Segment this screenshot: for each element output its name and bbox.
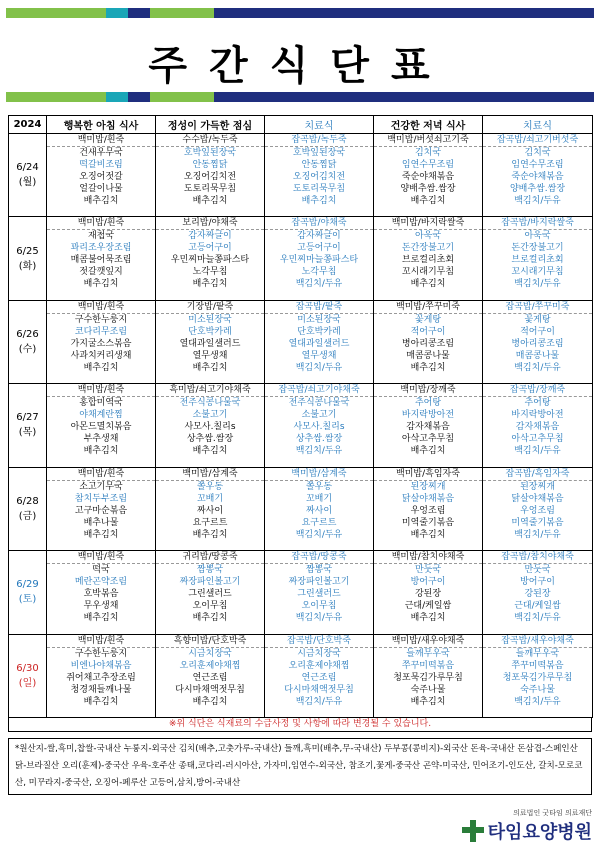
day-date: 6/24 bbox=[16, 162, 39, 174]
menu-item: 청경채들깨나물 bbox=[70, 684, 132, 695]
lunch-diet-header: 치료식 bbox=[265, 116, 374, 134]
page-title: 주간식단표 bbox=[148, 43, 452, 89]
menu-item: 김치국 bbox=[414, 148, 442, 158]
menu-item: 감자채볶음 bbox=[406, 422, 450, 433]
menu-item: 잡곡밥/흑임자죽 bbox=[483, 468, 592, 481]
menu-item: 잡곡밥/녹두죽 bbox=[265, 134, 373, 147]
menu-item: 백미밥/흰죽 bbox=[47, 301, 155, 314]
menu-item: 그린샐러드 bbox=[188, 589, 232, 600]
menu-item: 백김치/두유 bbox=[514, 613, 561, 624]
menu-item: 참치두부조림 bbox=[74, 493, 128, 504]
menu-item: 배추김치 bbox=[410, 613, 446, 624]
menu-item: 수수밥/녹두죽 bbox=[156, 134, 264, 147]
day-date-cell bbox=[9, 384, 47, 467]
menu-item: 사과치커리생채 bbox=[70, 350, 132, 361]
menu-change-notice: ※위 식단은 식재료의 수급사정 및 사항에 따라 변경될 수 있습니다. bbox=[8, 718, 592, 732]
menu-item: 백김치/두유 bbox=[295, 529, 343, 540]
day-weekday: (일) bbox=[18, 677, 37, 689]
lunch-cell bbox=[156, 634, 265, 717]
menu-item: 홍합미역국 bbox=[79, 398, 123, 409]
menu-item: 사모사.칠리s bbox=[184, 422, 236, 433]
menu-item: 잡곡밥/새우야채죽 bbox=[483, 635, 592, 648]
breakfast-cell bbox=[47, 300, 156, 383]
menu-item: 고등어구이 bbox=[188, 243, 232, 254]
menu-item: 우민찌마늘쫑파스타 bbox=[170, 255, 250, 266]
menu-item: 백김치/두유 bbox=[295, 362, 343, 373]
day-date-cell bbox=[9, 300, 47, 383]
day-date: 6/28 bbox=[16, 495, 39, 507]
menu-item: 보리밥/야채죽 bbox=[156, 217, 264, 230]
menu-item: 무우생채 bbox=[83, 601, 119, 612]
day-weekday: (목) bbox=[18, 427, 37, 439]
day-row bbox=[9, 384, 593, 467]
menu-item: 백미밥/버섯쇠고기죽 bbox=[374, 134, 482, 147]
menu-item: 임연수무조림 bbox=[401, 160, 455, 170]
menu-item: 백미밥/장깨죽 bbox=[374, 384, 482, 397]
menu-item: 배추김치 bbox=[83, 362, 119, 373]
menu-item: 열무생채 bbox=[301, 350, 337, 361]
menu-item: 배추김치 bbox=[83, 196, 119, 206]
menu-item: 건새우무국 bbox=[79, 148, 123, 158]
menu-item: 호박잎된장국 bbox=[183, 148, 237, 158]
menu-item: 배추김치 bbox=[192, 196, 228, 206]
menu-item: 백미밥/새우야채죽 bbox=[374, 635, 482, 648]
menu-item: 백김치/두유 bbox=[295, 279, 343, 290]
menu-item: 방어구이 bbox=[410, 577, 446, 588]
menu-item: 배추김치 bbox=[410, 196, 446, 206]
day-row bbox=[9, 300, 593, 383]
menu-item: 백미밥/흑임자죽 bbox=[374, 468, 482, 481]
dinner-cell bbox=[374, 217, 483, 300]
menu-item: 백미밥/쭈꾸미죽 bbox=[374, 301, 482, 314]
menu-item: 고구마순볶음 bbox=[74, 505, 128, 516]
day-date: 6/26 bbox=[16, 329, 39, 341]
menu-item: 돈간장불고기 bbox=[511, 243, 564, 254]
menu-item: 잡곡밥/야채죽 bbox=[265, 217, 373, 230]
dinner-cell bbox=[374, 551, 483, 634]
breakfast-cell bbox=[47, 384, 156, 467]
menu-item: 노각무침 bbox=[192, 267, 228, 278]
breakfast-cell bbox=[47, 551, 156, 634]
menu-item: 단호박카레 bbox=[188, 326, 232, 337]
lunch-cell bbox=[156, 134, 265, 217]
lunch-diet-cell bbox=[265, 217, 374, 300]
menu-item: 백미밥/흰죽 bbox=[47, 134, 155, 147]
menu-item: 백김치/두유 bbox=[514, 279, 561, 290]
menu-item: 매콤콩나물 bbox=[515, 350, 560, 361]
dinner-diet-cell bbox=[483, 467, 593, 550]
dinner-cell bbox=[374, 384, 483, 467]
day-date-cell bbox=[9, 551, 47, 634]
menu-item: 배추김치 bbox=[410, 696, 446, 707]
menu-item: 짜장파인볼고기 bbox=[288, 577, 350, 588]
menu-item: 배추김치 bbox=[83, 279, 119, 290]
menu-item: 귀리밥/땅콩죽 bbox=[156, 551, 264, 564]
menu-item: 잡곡밥/쇠고기야채죽 bbox=[265, 384, 373, 397]
menu-item: 잡곡밥/쇠고기버섯죽 bbox=[483, 134, 592, 147]
menu-item: 전주식콩나물국 bbox=[179, 398, 241, 409]
dinner-cell bbox=[374, 134, 483, 217]
menu-item: 시금치장국 bbox=[188, 648, 232, 659]
menu-item: 짬뽕국 bbox=[196, 565, 224, 576]
menu-item: 잡곡밥/땅콩죽 bbox=[265, 551, 373, 564]
menu-item: 짬뽕국 bbox=[305, 565, 333, 576]
menu-item: 잡곡밥/장깨죽 bbox=[483, 384, 592, 397]
menu-item: 아삭고추무침 bbox=[401, 434, 455, 445]
breakfast-cell bbox=[47, 467, 156, 550]
menu-item: 죽순야채볶음 bbox=[511, 172, 564, 182]
day-row bbox=[9, 551, 593, 634]
menu-item: 쫄우동 bbox=[196, 481, 224, 492]
foundation-name: 의료법인 굿타임 의료재단 bbox=[513, 809, 592, 817]
menu-item: 배추김치 bbox=[83, 446, 119, 457]
menu-item: 양배추쌈.쌈장 bbox=[400, 184, 456, 194]
menu-item: 배추김치 bbox=[192, 446, 228, 457]
menu-item: 강된장 bbox=[414, 589, 442, 600]
menu-item: 꼬배기 bbox=[305, 493, 333, 504]
breakfast-header: 행복한 아침 식사 bbox=[47, 116, 156, 134]
menu-item: 백김치/두유 bbox=[514, 362, 561, 373]
dinner-cell bbox=[374, 634, 483, 717]
menu-item: 병아리콩조림 bbox=[401, 338, 455, 349]
menu-item: 도토리묵무침 bbox=[183, 184, 237, 194]
menu-item: 꼬시래기무침 bbox=[511, 267, 564, 278]
menu-item: 미소된장국 bbox=[297, 314, 341, 325]
menu-item: 브로컬리초회 bbox=[401, 255, 455, 266]
menu-item: 가지굴소스볶음 bbox=[70, 338, 132, 349]
menu-item: 백미밥/흰죽 bbox=[47, 384, 155, 397]
menu-item: 배추김치 bbox=[192, 529, 228, 540]
menu-item: 백미밥/참치야채죽 bbox=[374, 551, 482, 564]
menu-item: 배추김치 bbox=[83, 696, 119, 707]
menu-item: 백김치/두유 bbox=[514, 446, 561, 457]
menu-item: 강된장 bbox=[524, 589, 551, 600]
menu-item: 짜장파인볼고기 bbox=[179, 577, 241, 588]
menu-item: 배추김치 bbox=[410, 446, 446, 457]
menu-item: 만둣국 bbox=[414, 565, 442, 576]
hospital-logo bbox=[462, 808, 592, 844]
menu-item: 근대/케일쌈 bbox=[514, 601, 561, 612]
menu-item: 병아리콩조림 bbox=[511, 338, 564, 349]
menu-item: 도토리묵무침 bbox=[292, 184, 346, 194]
menu-item: 배추김치 bbox=[192, 613, 228, 624]
dinner-diet-cell bbox=[483, 217, 593, 300]
menu-item: 연근조림 bbox=[301, 672, 337, 683]
menu-item: 백미밥/바지락쌀죽 bbox=[374, 217, 482, 230]
menu-item: 된장찌개 bbox=[410, 481, 446, 492]
lunch-cell bbox=[156, 551, 265, 634]
lunch-cell bbox=[156, 384, 265, 467]
dinner-diet-cell bbox=[483, 300, 593, 383]
menu-item: 다시마채액젓무침 bbox=[175, 684, 245, 695]
menu-item: 들깨무우국 bbox=[515, 648, 560, 659]
menu-item: 요구르트 bbox=[192, 517, 228, 528]
menu-item: 백미밥/흰죽 bbox=[47, 551, 155, 564]
lunch-header: 정성이 가득한 점심 bbox=[156, 116, 265, 134]
dinner-diet-cell bbox=[483, 384, 593, 467]
menu-item: 안동찜닭 bbox=[301, 160, 337, 170]
menu-item: 구수한누룽지 bbox=[74, 648, 128, 659]
menu-item: 매콤불어묵조림 bbox=[70, 255, 132, 266]
menu-item: 전주식콩나물국 bbox=[288, 398, 350, 409]
menu-item: 젓갈깻잎지 bbox=[79, 267, 123, 278]
menu-item: 오이무침 bbox=[301, 601, 337, 612]
menu-item: 배추나물 bbox=[83, 517, 119, 528]
menu-item: 배추김치 bbox=[301, 196, 337, 206]
origin-info: *원산지-쌀,흑미,찹쌀-국내산 누룽지-외국산 김치(배추,고춧가루-국내산) 들깨,흑미(배추,무-국내산) 두부콩(콩비지)-외국산 돈육-국내산 돈삼겹-스페인산 닭-브라질산 오리(훈제)-중국산 우육-호주산 종태,코다리-러시아산, 가자미,임연수-외국산, 참조기,꽃게-중국산 곤약-미국산, 민어조기-인도산, 갈치-모로코산, 미꾸라지-중국산, 오징어-페루산 고등어,삼치,방어-국내산 bbox=[8, 738, 592, 795]
menu-item: 적어구이 bbox=[410, 326, 446, 337]
menu-item: 쭈꾸미떡볶음 bbox=[511, 660, 564, 671]
menu-item: 청포묵김가루무침 bbox=[502, 672, 573, 683]
dinner-cell bbox=[374, 300, 483, 383]
day-date-cell bbox=[9, 634, 47, 717]
menu-item: 들깨무우국 bbox=[406, 648, 450, 659]
menu-item: 오리훈제야채찜 bbox=[288, 660, 350, 671]
menu-item: 꽃게탕 bbox=[524, 314, 551, 325]
menu-item: 노각무침 bbox=[301, 267, 337, 278]
menu-item: 배추김치 bbox=[83, 613, 119, 624]
menu-item: 바지락방아전 bbox=[511, 410, 564, 421]
menu-item: 고등어구이 bbox=[297, 243, 341, 254]
menu-item: 재첩국 bbox=[87, 231, 115, 242]
menu-item: 열대과일샐러드 bbox=[288, 338, 350, 349]
breakfast-cell bbox=[47, 217, 156, 300]
menu-item: 임연수무조림 bbox=[511, 160, 564, 170]
menu-item: 짜사이 bbox=[305, 505, 333, 516]
menu-item: 오이무침 bbox=[192, 601, 228, 612]
lunch-diet-cell bbox=[265, 134, 374, 217]
menu-item: 시금치장국 bbox=[297, 648, 341, 659]
menu-item: 김치국 bbox=[524, 148, 551, 158]
menu-item: 백김치/두유 bbox=[514, 696, 561, 707]
menu-item: 부추생채 bbox=[83, 434, 119, 445]
menu-item: 오리훈제야채찜 bbox=[179, 660, 241, 671]
menu-item: 아삭고추무침 bbox=[511, 434, 564, 445]
dinner-diet-header: 치료식 bbox=[483, 116, 593, 134]
menu-item: 꽈리조우장조림 bbox=[70, 243, 132, 254]
day-row bbox=[9, 217, 593, 300]
menu-item: 추어탕 bbox=[524, 398, 551, 409]
lunch-diet-cell bbox=[265, 634, 374, 717]
menu-item: 연근조림 bbox=[192, 672, 228, 683]
menu-item: 백미밥/삼계죽 bbox=[265, 468, 373, 481]
menu-item: 백김치/두유 bbox=[295, 613, 343, 624]
day-row bbox=[9, 634, 593, 717]
lunch-cell bbox=[156, 217, 265, 300]
menu-item: 기장밥/팥죽 bbox=[156, 301, 264, 314]
menu-item: 닭살야채볶음 bbox=[511, 493, 564, 504]
day-row bbox=[9, 134, 593, 217]
menu-item: 사모사.칠리s bbox=[293, 422, 345, 433]
lunch-cell bbox=[156, 300, 265, 383]
menu-item: 잡곡밥/참치야채죽 bbox=[483, 551, 592, 564]
day-date: 6/29 bbox=[16, 579, 39, 591]
menu-item: 메란곤약조림 bbox=[74, 577, 128, 588]
menu-item: 꼬배기 bbox=[196, 493, 224, 504]
menu-item: 쭈꾸미떡볶음 bbox=[401, 660, 455, 671]
day-date-cell bbox=[9, 217, 47, 300]
menu-item: 잡곡밥/쭈꾸미죽 bbox=[483, 301, 592, 314]
menu-item: 감자채볶음 bbox=[515, 422, 560, 433]
menu-item: 떡갈비조림 bbox=[79, 160, 123, 170]
menu-item: 근대/케일쌈 bbox=[404, 601, 452, 612]
menu-item: 흑향미밥/단호박죽 bbox=[156, 635, 264, 648]
menu-item: 아욱국 bbox=[524, 231, 551, 242]
menu-item: 잡곡밥/단호박죽 bbox=[265, 635, 373, 648]
menu-item: 백김치/두유 bbox=[295, 696, 343, 707]
menu-item: 숙주나물 bbox=[410, 684, 446, 695]
menu-item: 양배추쌈.쌈장 bbox=[509, 184, 566, 194]
menu-item: 적어구이 bbox=[520, 326, 555, 337]
day-weekday: (화) bbox=[18, 260, 37, 272]
menu-item: 아욱국 bbox=[414, 231, 442, 242]
hospital-name: 타임요양병원 bbox=[487, 822, 592, 843]
top-color-stripe bbox=[6, 8, 594, 18]
menu-item: 배추김치 bbox=[192, 696, 228, 707]
weekly-menu-table bbox=[8, 115, 593, 718]
lunch-diet-cell bbox=[265, 300, 374, 383]
menu-item: 소불고기 bbox=[192, 410, 228, 421]
menu-item: 배추김치 bbox=[192, 362, 228, 373]
menu-item: 백김치/두유 bbox=[514, 196, 561, 206]
menu-item: 떡국 bbox=[92, 565, 110, 576]
menu-item: 단호박카레 bbox=[297, 326, 341, 337]
menu-item: 미역줄기볶음 bbox=[401, 517, 455, 528]
menu-item: 백김치/두유 bbox=[295, 446, 343, 457]
lunch-diet-cell bbox=[265, 384, 374, 467]
menu-item: 짜사이 bbox=[196, 505, 224, 516]
day-date: 6/27 bbox=[16, 412, 39, 424]
day-date: 6/30 bbox=[16, 662, 39, 674]
menu-item: 꼬시래기무침 bbox=[401, 267, 455, 278]
menu-item: 배추김치 bbox=[410, 529, 446, 540]
menu-header-row bbox=[9, 116, 593, 134]
menu-item: 코다리무조림 bbox=[74, 326, 128, 337]
menu-item: 우민찌마늘쫑파스타 bbox=[279, 255, 359, 266]
menu-item: 바지락방아전 bbox=[401, 410, 455, 421]
breakfast-cell bbox=[47, 634, 156, 717]
menu-item: 잡곡밥/바지락쌀죽 bbox=[483, 217, 592, 230]
menu-item: 아몬드멸치볶음 bbox=[70, 422, 132, 433]
breakfast-cell bbox=[47, 134, 156, 217]
menu-item: 백미밥/흰죽 bbox=[47, 468, 155, 481]
cross-logo-icon bbox=[462, 820, 484, 842]
menu-item: 다시마채액젓무침 bbox=[284, 684, 354, 695]
menu-item: 열대과일샐러드 bbox=[179, 338, 241, 349]
menu-item: 매콤콩나물 bbox=[406, 350, 450, 361]
menu-item: 쥐어채고추장조림 bbox=[66, 672, 136, 683]
menu-item: 소불고기 bbox=[301, 410, 337, 421]
menu-item: 야채계란찜 bbox=[79, 410, 123, 421]
menu-item: 그린샐러드 bbox=[297, 589, 341, 600]
day-date-cell bbox=[9, 467, 47, 550]
menu-item: 우엉조림 bbox=[410, 505, 446, 516]
menu-item: 방어구이 bbox=[520, 577, 555, 588]
menu-item: 된장찌개 bbox=[520, 481, 555, 492]
menu-item: 오징어김치전 bbox=[183, 172, 237, 182]
menu-item: 백미밥/흰죽 bbox=[47, 635, 155, 648]
menu-item: 상추쌈.쌈장 bbox=[186, 434, 234, 445]
menu-item: 호박볶음 bbox=[83, 589, 119, 600]
menu-item: 숙주나물 bbox=[520, 684, 555, 695]
dinner-diet-cell bbox=[483, 551, 593, 634]
menu-item: 죽순야채볶음 bbox=[401, 172, 455, 182]
day-weekday: (월) bbox=[18, 177, 37, 189]
menu-item: 잡곡밥/팥죽 bbox=[265, 301, 373, 314]
menu-item: 닭살야채볶음 bbox=[401, 493, 455, 504]
menu-item: 백미밥/흰죽 bbox=[47, 217, 155, 230]
menu-item: 미역줄기볶음 bbox=[511, 517, 564, 528]
day-row bbox=[9, 467, 593, 550]
menu-item: 요구르트 bbox=[301, 517, 337, 528]
day-date-cell bbox=[9, 134, 47, 217]
menu-item: 백김치/두유 bbox=[514, 529, 561, 540]
day-weekday: (금) bbox=[18, 510, 37, 522]
dinner-header: 건강한 저녁 식사 bbox=[374, 116, 483, 134]
menu-item: 배추김치 bbox=[410, 279, 446, 290]
menu-item: 배추김치 bbox=[410, 362, 446, 373]
dinner-diet-cell bbox=[483, 134, 593, 217]
menu-item: 배추김치 bbox=[192, 279, 228, 290]
menu-item: 안동찜닭 bbox=[192, 160, 228, 170]
menu-item: 얼갈이나물 bbox=[79, 184, 123, 194]
lunch-diet-cell bbox=[265, 467, 374, 550]
dinner-cell bbox=[374, 467, 483, 550]
day-date: 6/25 bbox=[16, 245, 39, 257]
lunch-diet-cell bbox=[265, 551, 374, 634]
menu-item: 백미밥/삼계죽 bbox=[156, 468, 264, 481]
menu-item: 흑미밥/쇠고기야채죽 bbox=[156, 384, 264, 397]
day-weekday: (수) bbox=[18, 344, 37, 356]
menu-item: 오징어젓갈 bbox=[79, 172, 123, 182]
menu-item: 감자짜글이 bbox=[188, 231, 232, 242]
lunch-cell bbox=[156, 467, 265, 550]
year-header: 2024 bbox=[9, 116, 47, 134]
menu-item: 구수한누룽지 bbox=[74, 314, 128, 325]
menu-item: 배추김치 bbox=[83, 529, 119, 540]
menu-item: 비엔나야채볶음 bbox=[70, 660, 132, 671]
menu-item: 만둣국 bbox=[524, 565, 551, 576]
menu-item: 소고기무국 bbox=[79, 481, 123, 492]
day-weekday: (토) bbox=[18, 594, 37, 606]
menu-item: 꽃게탕 bbox=[414, 314, 442, 325]
menu-item: 청포묵김가루무침 bbox=[393, 672, 463, 683]
menu-item: 우엉조림 bbox=[520, 505, 555, 516]
menu-item: 감자짜글이 bbox=[297, 231, 341, 242]
menu-item: 상추쌈.쌈장 bbox=[295, 434, 343, 445]
menu-item: 열무생채 bbox=[192, 350, 228, 361]
menu-item: 돈간장불고기 bbox=[401, 243, 455, 254]
menu-item: 추어탕 bbox=[414, 398, 442, 409]
menu-item: 미소된장국 bbox=[188, 314, 232, 325]
menu-item: 브로컬리초회 bbox=[511, 255, 564, 266]
menu-item: 쫄우동 bbox=[305, 481, 333, 492]
menu-item: 호박잎된장국 bbox=[292, 148, 346, 158]
menu-item: 오징어김치전 bbox=[292, 172, 346, 182]
dinner-diet-cell bbox=[483, 634, 593, 717]
title-color-stripe bbox=[6, 92, 594, 102]
